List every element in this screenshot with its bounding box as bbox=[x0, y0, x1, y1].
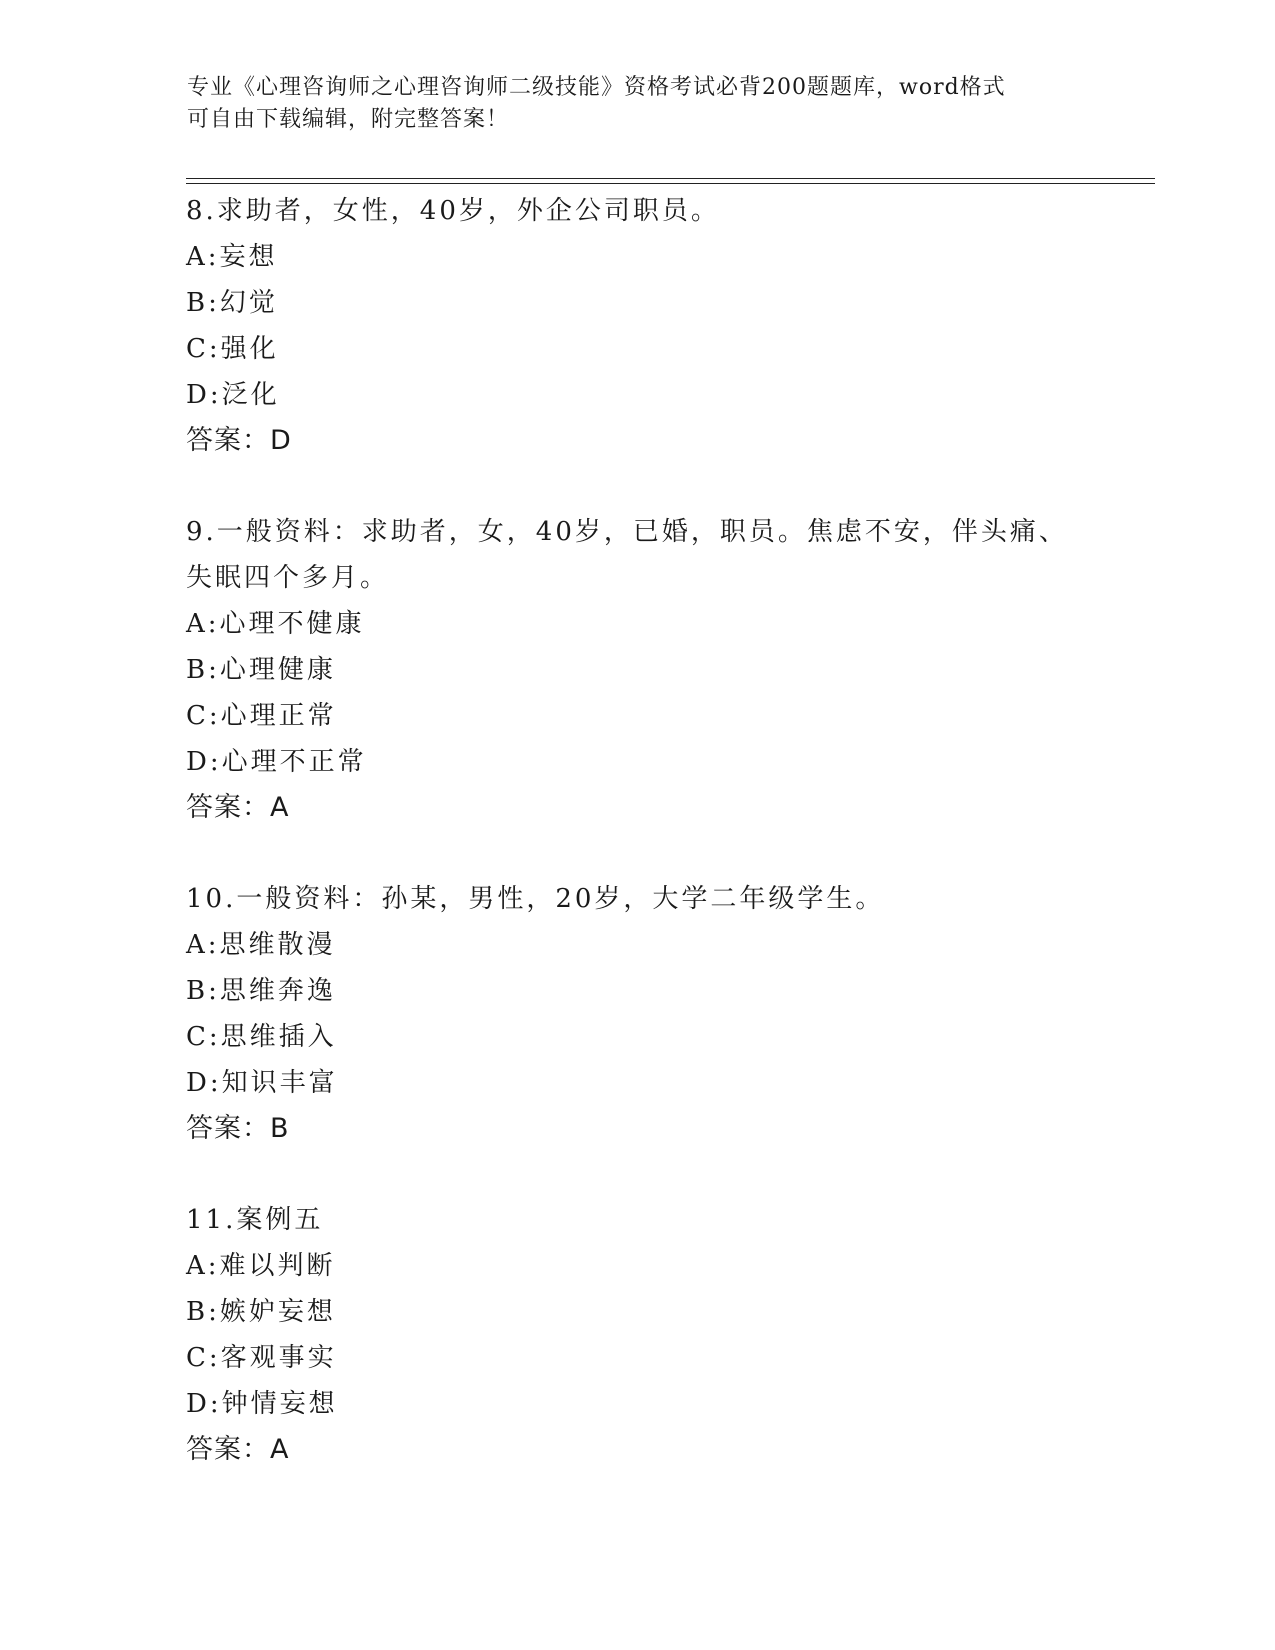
question-10 bbox=[186, 876, 1086, 1152]
question-8 bbox=[186, 188, 1086, 464]
option-d: D:泛化 bbox=[186, 380, 280, 410]
option-c: C:思维插入 bbox=[186, 1022, 337, 1052]
question-9 bbox=[186, 509, 1086, 831]
answer-line: 答案：A bbox=[186, 792, 290, 823]
header-line-2: 可自由下载编辑，附完整答案！ bbox=[187, 107, 510, 132]
question-stem: 10.一般资料：孙某，男性，20岁，大学二年级学生。 bbox=[186, 884, 885, 914]
option-d: D:钟情妄想 bbox=[186, 1389, 338, 1419]
question-11 bbox=[186, 1197, 1086, 1473]
option-c: C:客观事实 bbox=[186, 1343, 337, 1373]
option-c: C:强化 bbox=[186, 334, 279, 364]
option-c: C:心理正常 bbox=[186, 701, 337, 731]
option-b: B:思维奔逸 bbox=[186, 976, 336, 1006]
option-a: A:思维散漫 bbox=[186, 930, 336, 960]
option-a: A:心理不健康 bbox=[186, 609, 365, 639]
option-a: A:难以判断 bbox=[186, 1251, 336, 1281]
answer-line: 答案：D bbox=[186, 425, 292, 456]
header-line-1: 专业《心理咨询师之心理咨询师二级技能》资格考试必背200题题库，word格式 bbox=[187, 75, 1006, 100]
option-d: D:知识丰富 bbox=[186, 1068, 338, 1098]
option-a: A:妄想 bbox=[186, 242, 278, 272]
option-d: D:心理不正常 bbox=[186, 747, 367, 777]
question-stem: 11.案例五 bbox=[186, 1205, 324, 1235]
question-list bbox=[186, 188, 1086, 1518]
option-b: B:嫉妒妄想 bbox=[186, 1297, 336, 1327]
option-b: B:幻觉 bbox=[186, 288, 278, 318]
document-header bbox=[187, 72, 1087, 136]
header-divider-top bbox=[186, 178, 1155, 179]
answer-line: 答案：B bbox=[186, 1113, 290, 1144]
answer-line: 答案：A bbox=[186, 1434, 290, 1465]
question-stem: 8.求助者，女性，40岁，外企公司职员。 bbox=[186, 196, 720, 226]
question-stem: 9.一般资料：求助者，女，40岁，已婚，职员。焦虑不安，伴头痛、失眠四个多月。 bbox=[186, 517, 1068, 593]
option-b: B:心理健康 bbox=[186, 655, 336, 685]
header-divider-bottom bbox=[186, 183, 1155, 184]
